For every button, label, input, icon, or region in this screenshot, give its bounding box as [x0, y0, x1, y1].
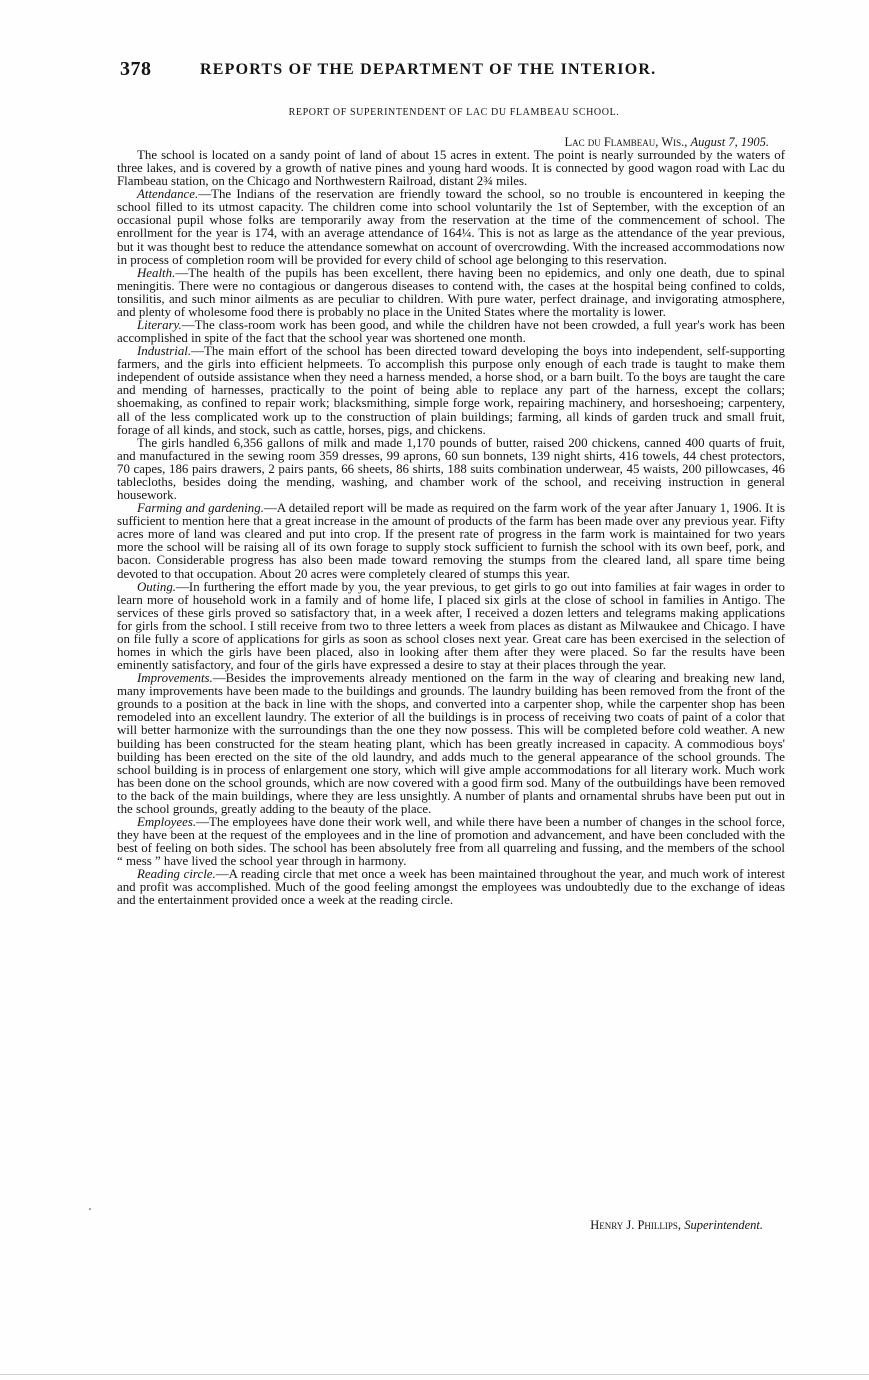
paragraph-attendance — [117, 188, 785, 266]
paragraph-text: —The Indians of the reservation are friendly toward the school, so no trouble is encountered in keeping the school filled to its utmost capacity. The children come into school voluntarily the 1st of September, with the exception of an occasional pupil whose folks are temporarily away from the reservation at the time of the commencement of school. The enrollment for the year is 174, with an average attendance of 164¼. This is not as large as the attendance of the year previous, but it was thought best to reduce the attendance somewhat on account of overcrowding. With the increased accommodations now in process of completion room will be provided for every child of school age belonging to this reservation. — [117, 187, 785, 267]
report-heading: REPORT OF SUPERINTENDENT OF LAC DU FLAMBEAU SCHOOL. — [288, 107, 620, 118]
paragraph-health — [117, 267, 785, 319]
paragraph-text: —The health of the pupils has been excellent, there having been no epidemics, and only one death, due to spinal meningitis. There were no contagious or dangerous diseases to contend with, the cases at the hospital being confined to colds, tonsilitis, and such minor ailments as are peculiar to children. With pure water, perfect drainage, and invigorating atmosphere, and plenty of wholesome food there is probably no place in the United States where the mortality is lower. — [117, 265, 785, 319]
paragraph-heading: Attendance. — [137, 187, 199, 202]
paragraph-text: —Besides the improvements already mentioned on the farm in the way of clearing and breaking new land, many improvements have been made to the buildings and grounds. The laundry building has been removed from the front of the grounds to a position at the back in line with the shops, and converted into a carpenter shop, while the carpenter shop has been remodeled into an excellent laundry. The exterior of all the buildings is in process of receiving two coats of paint of a color that will better harmonize with the surroundings than the one they now possess. This will be completed before cold weather. A new building has been constructed for the steam heating plant, which has been greatly increased in capacity. A commodious boys' building has been erected on the site of the old laundry, and adds much to the general appearance of the school grounds. The school building is in process of enlargement one story, which will give ample accommodations for all literary work. Much work has been done on the school grounds, which are now covered with a good firm sod. Many of the outbuildings have been removed to the back of the main buildings, where they are less unsightly. A number of plants and ornamental shrubs have been put out in the school grounds, greatly adding to the beauty of the place. — [117, 671, 785, 816]
paragraph-farming — [117, 502, 785, 580]
paragraph-location — [117, 149, 785, 188]
paragraph-text: —In furthering the effort made by you, the year previous, to get girls to go out into families at fair wages in order to learn more of household work in a family and of home life, I placed six girls at the close of school in families in Antigo. The services of these girls proved so satisfactory that, in a week after, I received a dozen letters and telegrams making applications for girls from the school. I still receive from two to three letters a week from places as distant as Milwaukee and Chicago. I have on file fully a score of applications for girls as soon as school closes next year. Great care has been exercised in the selection of homes in which the girls have been placed, also in looking after them after they were placed. So far the results have been eminently satisfactory, and four of the girls have expressed a desire to stay at their places through the year. — [117, 579, 785, 673]
paragraph-heading: Reading circle. — [137, 867, 216, 882]
paragraph-heading: Farming and gardening. — [137, 501, 264, 516]
paragraph-improvements — [117, 672, 785, 816]
paragraph-heading: Improvements. — [137, 671, 213, 686]
paragraph-text: —The class-room work has been good, and while the children have not been crowded, a full year's work has been accomplished in spite of the fact that the school year was shortened one month. — [117, 318, 785, 346]
margin-speck — [89, 1208, 91, 1210]
paragraph-employees — [117, 816, 785, 868]
paragraph-text: The school is located on a sandy point of land of about 15 acres in extent. The point is nearly surrounded by the waters of three lakes, and is covered by a growth of native pines and young hard woods. It is connected by good wagon road with Lac du Flambeau station, on the Chicago and Northwestern Railroad, distant 2¾ miles. — [117, 148, 785, 189]
paragraph-reading-circle — [117, 868, 785, 907]
report-body — [117, 149, 785, 908]
running-head — [120, 58, 790, 86]
paragraph-text: —A reading circle that met once a week has been maintained throughout the year, and much work of interest and profit was accomplished. Much of the good feeling amongst the employees was undoubtedly due to the exchange of ideas and the entertainment provided once a week at the reading circle. — [117, 867, 785, 908]
paragraph-industrial — [117, 345, 785, 437]
paragraph-heading: Literary. — [137, 318, 182, 333]
signature-title: Superintendent. — [684, 1218, 763, 1232]
scan-edge-line — [0, 1374, 869, 1375]
paragraph-heading: Outing. — [137, 579, 177, 594]
running-title: REPORTS OF THE DEPARTMENT OF THE INTERIOR. — [200, 61, 657, 78]
paragraph-text: —The main effort of the school has been directed toward developing the boys into independent, self-supporting farmers, and the girls into efficient helpmeets. To accomplish this purpose only enough of each trade is taught to make them independent of outside assistance when they need a harness mended, a horse shod, or a barn built. To the boys are taught the care and mending of harnesses, practically to the point of being able to replace any part of the harness, except the collars; shoemaking, as confined to repair work; blacksmithing, simple forge work, repairing machinery, and horseshoeing; carpentery, all of the less complicated work up to the construction of plain buildings; farming, all kinds of garden truck and small fruit, forage of all kinds, and stock, such as cattle, horses, pigs, and chickens. — [117, 344, 785, 437]
paragraph-girls-work — [117, 437, 785, 502]
paragraph-text: —A detailed report will be made as required on the farm work of the year after January 1, 1906. It is sufficient to mention here that a great increase in the amount of products of the farm has been made over any previous year. Fifty acres more of land was cleared and put into crop. If the present rate of progress in the farm work is maintained for two years more the school will be raising all of its own forage to supply stock sufficient to furnish the school with its own beef, pork, and bacon. Considerable progress has also been made toward removing the stumps from the cleared land, all spare time being devoted to that occupation. About 20 acres were completely cleared of stumps this year. — [117, 501, 786, 581]
paragraph-outing — [117, 581, 785, 673]
dateline-place: Lac du Flambeau, Wis., — [564, 135, 688, 149]
paragraph-text: The girls handled 6,356 gallons of milk and made 1,170 pounds of butter, raised 200 chickens, canned 400 quarts of fruit, and manufactured in the sewing room 359 dresses, 99 aprons, 60 sun bonnets, 139 night shirts, 416 towels, 44 chest protectors, 70 capes, 186 pairs drawers, 2 pairs pants, 66 sheets, 86 shirts, 188 suits combination underwear, 45 waists, 200 pillowcases, 46 tablecloths, besides doing the mending, washing, and chamber work of the school, and receiving instruction in general housework. — [117, 435, 785, 503]
page-number: 378 — [120, 58, 152, 80]
signature-name: Henry J. Phillips, — [590, 1218, 682, 1232]
dateline-date: August 7, 1905. — [690, 135, 769, 149]
paragraph-literary — [117, 319, 785, 345]
paragraph-heading: Employees. — [137, 814, 197, 829]
paragraph-text: —The employees have done their work well, and while there have been a number of changes in the school force, they have been at the request of the employees and in the line of promotion and advancement, and have been concluded with the best of feeling on both sides. The school has been absolutely free from all quarreling and fussing, and the members of the school “ mess ” have lived the school year through in harmony. — [117, 814, 785, 869]
signature — [590, 1218, 763, 1233]
paragraph-heading: Industrial. — [137, 344, 192, 359]
paragraph-heading: Health. — [137, 265, 176, 280]
